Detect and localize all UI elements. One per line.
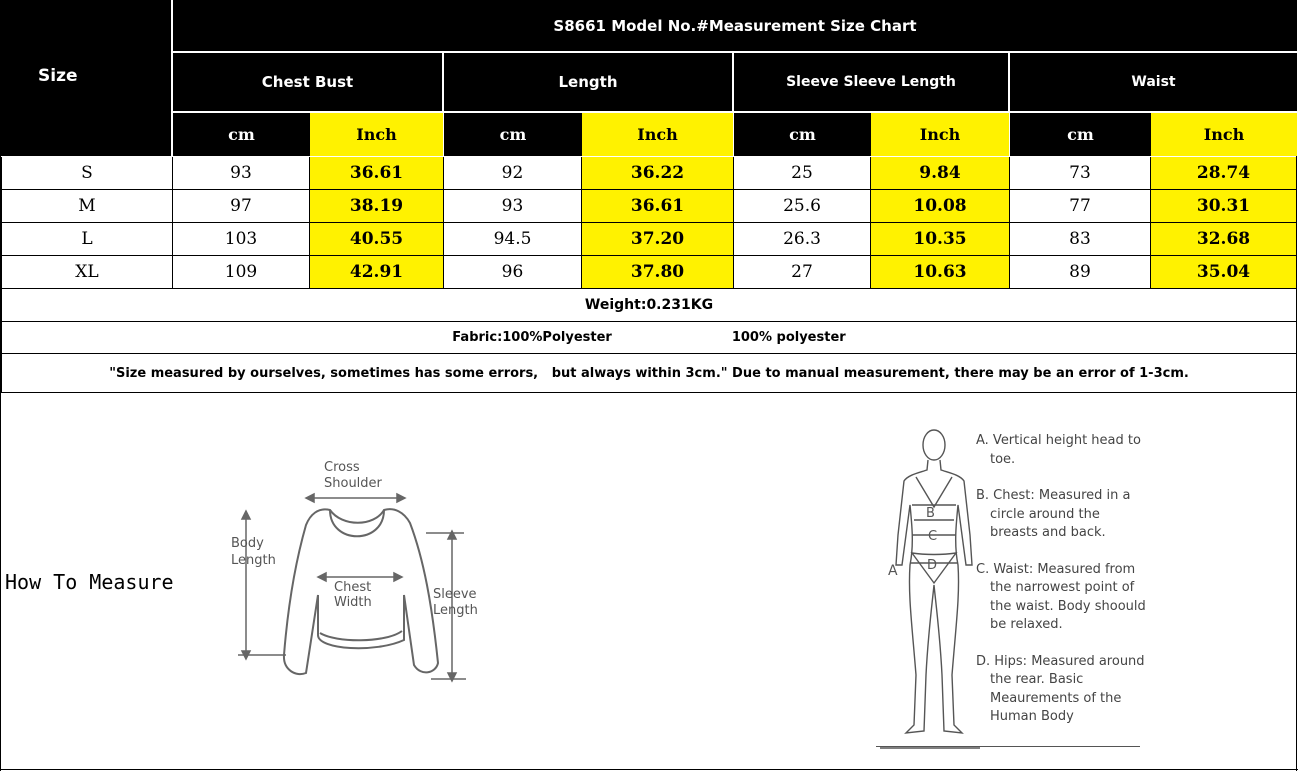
chest-width-label-1: Chest	[334, 580, 372, 595]
cm-value-cell: 93	[444, 190, 582, 223]
size-header-label: Size	[38, 66, 78, 86]
sweater-hem	[320, 631, 402, 640]
inch-value-cell: 38.19	[310, 190, 444, 223]
col-header-sleeve	[734, 53, 1008, 111]
body-length-label-1: Body	[231, 536, 264, 551]
frame-right	[1296, 156, 1297, 771]
body-outline	[896, 460, 972, 733]
inch-value-cell: 37.20	[582, 223, 734, 256]
body-label-d: D	[927, 558, 938, 573]
frame-left	[0, 156, 1, 771]
unit-chest-inch: Inch	[310, 113, 443, 156]
unit-chest-cm: cm	[173, 113, 310, 156]
fabric-row	[1, 322, 1297, 354]
cm-value-cell: 83	[1010, 223, 1151, 256]
note-row	[1, 354, 1297, 393]
chest-width-label-2: Width	[334, 595, 372, 610]
inch-value-cell: 10.63	[871, 256, 1010, 289]
inch-value-cell: 10.08	[871, 190, 1010, 223]
size-header	[0, 0, 171, 156]
body-label-a: A	[888, 563, 898, 579]
unit-waist-cm: cm	[1010, 113, 1151, 156]
fabric-text-en: 100% polyester	[731, 330, 846, 345]
col-header-chest-label: Chest Bust	[261, 73, 354, 91]
body-diagram	[880, 425, 980, 750]
body-label-c: C	[928, 529, 938, 544]
cm-value-cell: 94.5	[444, 223, 582, 256]
unit-waist-inch: Inch	[1151, 113, 1297, 156]
body-note-c: C. Waist: Measured from the narrowest point of the waist. Body shoould be relaxed.	[976, 561, 1146, 632]
fabric-text: Fabric:100%Polyester	[452, 330, 612, 345]
cm-value-cell: 89	[1010, 256, 1151, 289]
weight-row	[1, 289, 1297, 322]
col-header-length-label: Length	[558, 73, 618, 91]
inch-value-cell: 42.91	[310, 256, 444, 289]
inch-value-cell: 36.61	[310, 157, 444, 190]
body-note-b: B. Chest: Measured in a circle around the breasts and back.	[976, 488, 1131, 540]
cm-value-cell: 97	[173, 190, 310, 223]
unit-length-cm: cm	[444, 113, 582, 156]
body-label-b: B	[926, 506, 935, 521]
body-note-d: D. Hips: Measured around the rear. Basic Meaurements of the Human Body	[976, 653, 1145, 724]
note-text: "Size measured by ourselves, sometimes has some errors, but always within 3cm." Due to manual measurement, there may be an error of 1-3cm.	[109, 365, 1189, 381]
body-note-a: A. Vertical height head to toe.	[976, 433, 1141, 467]
body-baseline	[876, 746, 1140, 747]
unit-length-inch: Inch	[582, 113, 733, 156]
inch-value-cell: 10.35	[871, 223, 1010, 256]
cm-value-cell: 93	[173, 157, 310, 190]
sleeve-length-label-2: Length	[433, 603, 478, 618]
inch-value-cell: 30.31	[1151, 190, 1297, 223]
body-length-label-2: Length	[231, 553, 276, 568]
cm-value-cell: 96	[444, 256, 582, 289]
sweater-diagram	[226, 455, 486, 690]
col-header-length	[444, 53, 732, 111]
size-cell: L	[1, 223, 173, 256]
size-cell: M	[1, 190, 173, 223]
inch-value-cell: 36.22	[582, 157, 734, 190]
cm-value-cell: 26.3	[734, 223, 871, 256]
size-cell: XL	[1, 256, 173, 289]
cm-value-cell: 109	[173, 256, 310, 289]
body-notes	[976, 432, 1151, 745]
unit-sleeve-cm: cm	[734, 113, 871, 156]
chart-title-text: S8661 Model No.#Measurement Size Chart	[553, 16, 917, 35]
cm-value-cell: 27	[734, 256, 871, 289]
cm-value-cell: 25	[734, 157, 871, 190]
size-cell: S	[1, 157, 173, 190]
unit-sleeve-inch: Inch	[871, 113, 1009, 156]
weight-text: Weight:0.231KG	[584, 297, 714, 313]
col-header-chest	[173, 53, 442, 111]
col-header-waist	[1010, 53, 1297, 111]
body-head	[923, 430, 945, 460]
cm-value-cell: 77	[1010, 190, 1151, 223]
cross-shoulder-label-2: Shoulder	[324, 476, 382, 491]
cm-value-cell: 73	[1010, 157, 1151, 190]
inch-value-cell: 32.68	[1151, 223, 1297, 256]
cm-value-cell: 103	[173, 223, 310, 256]
inch-value-cell: 36.61	[582, 190, 734, 223]
frame-bottom	[0, 769, 1298, 770]
inch-value-cell: 37.80	[582, 256, 734, 289]
cm-value-cell: 25.6	[734, 190, 871, 223]
sleeve-length-label-1: Sleeve	[433, 587, 477, 602]
cm-value-cell: 92	[444, 157, 582, 190]
col-header-waist-label: Waist	[1131, 74, 1176, 90]
how-to-measure-label: How To Measure	[5, 570, 174, 594]
inch-value-cell: 35.04	[1151, 256, 1297, 289]
inch-value-cell: 28.74	[1151, 157, 1297, 190]
inch-value-cell: 40.55	[310, 223, 444, 256]
inch-value-cell: 9.84	[871, 157, 1010, 190]
cross-shoulder-label-1: Cross	[324, 460, 360, 475]
chart-title	[173, 0, 1297, 51]
col-header-sleeve-label: Sleeve Sleeve Length	[786, 74, 956, 90]
